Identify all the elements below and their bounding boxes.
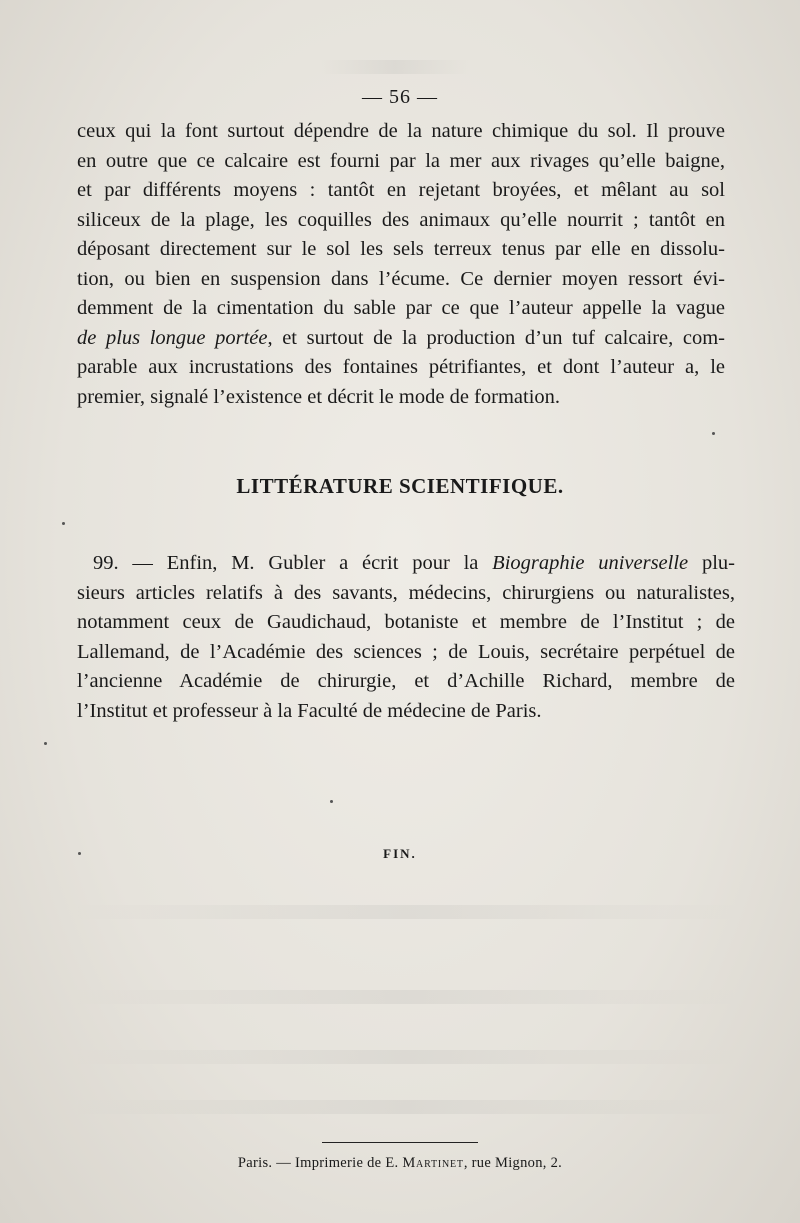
text-run: — Enfin, M. Gubler a écrit pour la [118, 552, 493, 574]
text-line: premier, signalé l’existence et décrit le mode de formation. [77, 385, 561, 408]
italic-title: Biographie universelle [492, 552, 689, 574]
text-line: et par différents moyens : tantôt en rejetant broyées, et mêlant au sol [77, 179, 725, 201]
printer-imprint [0, 1155, 800, 1172]
bleed-through-mark [70, 990, 740, 1004]
ink-speck [44, 742, 47, 745]
text-run: plu- [688, 552, 735, 574]
text-line: Lallemand, de l’Académie des sciences ; de Louis, secrétaire perpétuel de [77, 640, 735, 663]
imprint-suffix: , rue Mignon, 2. [463, 1155, 563, 1171]
text-line: siliceux de la plage, les coquilles des animaux qu’elle nourrit ; tantôt en [77, 208, 725, 231]
paragraph-soil-calcaire [77, 117, 725, 412]
text-line [77, 549, 735, 579]
italic-phrase: de plus longue portée [77, 326, 268, 349]
text-line: l’Institut et professeur à la Faculté de médecine de Paris. [77, 699, 542, 722]
text-line: parable aux incrustations des fontaines pétrifiantes, et dont l’auteur a, le [77, 356, 725, 378]
section-title: LITTÉRATURE SCIENTIFIQUE. [236, 474, 564, 498]
printer-name: Martinet [402, 1155, 464, 1171]
bleed-through-mark [320, 60, 470, 74]
bleed-through-mark [70, 905, 740, 919]
bleed-through-mark [70, 1100, 740, 1114]
text-line: sieurs articles relatifs à des savants, médecins, chirurgiens ou naturalistes, [77, 581, 735, 604]
text-line: ceux qui la font surtout dépendre de la nature chimique du sol. Il prouve [77, 120, 725, 142]
text-line: tion, ou bien en suspension dans l’écume. Ce dernier moyen ressort évi- [77, 267, 725, 290]
ink-speck [330, 800, 333, 803]
end-mark: FIN. [383, 846, 417, 861]
text-line: déposant directement sur le sol les sels terreux tenus par elle en dissolu- [77, 238, 725, 260]
text-line: l’ancienne Académie de chirurgie, et d’Achille Richard, membre de [77, 670, 735, 692]
text-line: demment de la cimentation du sable par ce que l’auteur appelle la vague [77, 297, 725, 319]
text-line: en outre que ce calcaire est fourni par la mer aux rivages qu’elle baigne, [77, 149, 725, 172]
imprint-prefix: Paris. — Imprimerie de E. [237, 1155, 403, 1171]
text-run: , et surtout de la production d’un tuf calcaire, com- [267, 326, 725, 349]
item-number: 99. [93, 552, 119, 574]
text-line: notamment ceux de Gaudichaud, botaniste et membre de l’Institut ; de [77, 611, 735, 633]
bleed-through-mark [70, 1050, 740, 1064]
page-number: — 56 — [362, 86, 438, 108]
paragraph-biographie [77, 549, 735, 726]
ink-speck [712, 432, 715, 435]
ink-speck [62, 522, 65, 525]
text-line [77, 324, 725, 354]
footer-rule [322, 1142, 478, 1143]
